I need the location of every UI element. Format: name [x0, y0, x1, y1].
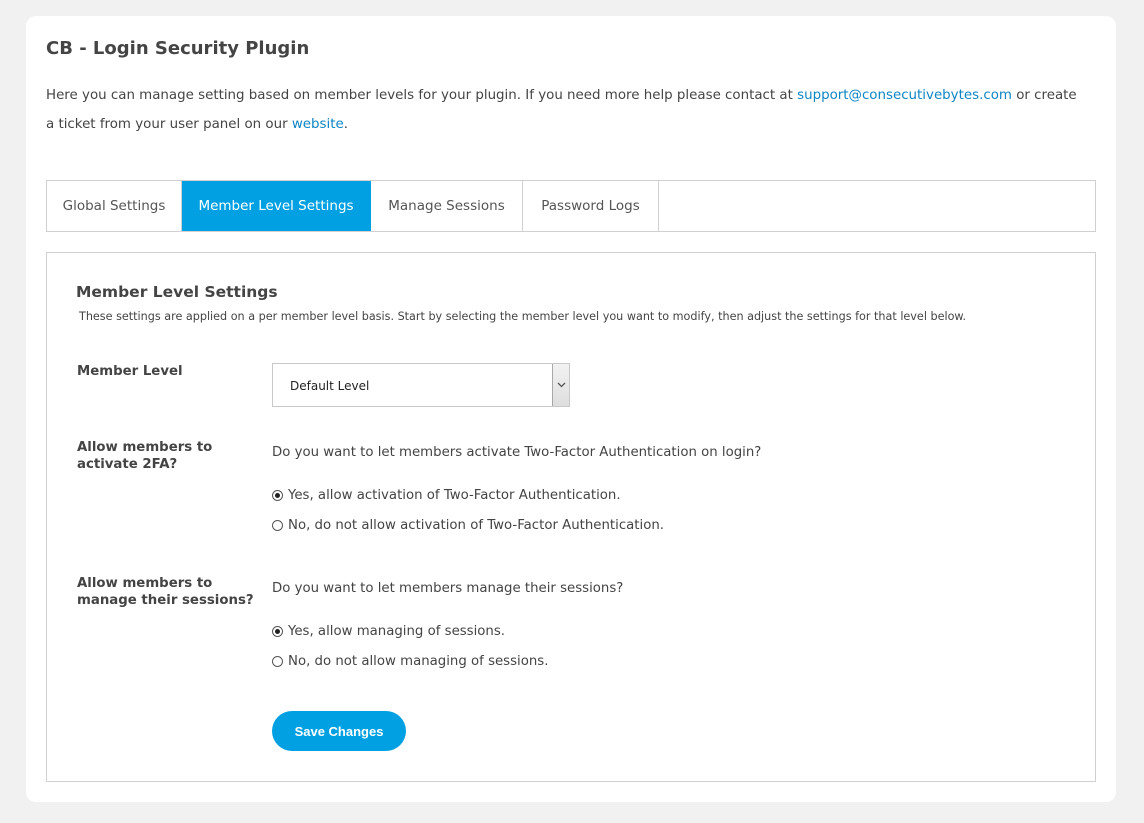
- tab-member-level-settings[interactable]: Member Level Settings: [182, 181, 371, 231]
- member-level-label: Member Level: [77, 364, 183, 379]
- twofa-option-yes[interactable]: [272, 488, 621, 503]
- panel-title: Member Level Settings: [76, 283, 278, 301]
- intro-text-part2: or create a ticket from your user panel on our: [46, 88, 1077, 132]
- sessions-option-no[interactable]: [272, 654, 548, 669]
- intro-text-part1: Here you can manage setting based on member levels for your plugin. If you need more help please contact at: [46, 88, 798, 103]
- sessions-question: Do you want to let members manage their sessions?: [272, 581, 624, 596]
- sessions-option-yes[interactable]: [272, 624, 505, 639]
- page-title: CB - Login Security Plugin: [46, 38, 310, 59]
- twofa-label: [77, 439, 212, 473]
- sessions-label: [77, 575, 254, 609]
- settings-card: [26, 16, 1116, 802]
- tab-bar: [46, 180, 1096, 232]
- save-changes-button[interactable]: Save Changes: [272, 711, 406, 751]
- sessions-no-label: No, do not allow managing of sessions.: [288, 654, 549, 669]
- twofa-label-line1: Allow members to: [77, 440, 213, 455]
- member-level-selected-value: Default Level: [290, 379, 370, 393]
- twofa-label-line2: activate 2FA?: [77, 457, 178, 472]
- twofa-yes-label: Yes, allow activation of Two-Factor Authentication.: [288, 488, 621, 503]
- sessions-yes-label: Yes, allow managing of sessions.: [288, 624, 506, 639]
- twofa-option-no[interactable]: [272, 518, 664, 533]
- twofa-yes-radio[interactable]: [272, 490, 283, 501]
- twofa-question: Do you want to let members activate Two-Factor Authentication on login?: [272, 445, 762, 460]
- intro-text: [46, 82, 1086, 139]
- twofa-no-radio[interactable]: [272, 520, 283, 531]
- twofa-no-label: No, do not allow activation of Two-Factor Authentication.: [288, 518, 664, 533]
- website-link[interactable]: website: [291, 116, 344, 132]
- tab-manage-sessions[interactable]: Manage Sessions: [371, 181, 523, 231]
- member-level-select[interactable]: [272, 363, 570, 407]
- support-email-link[interactable]: support@consecutivebytes.com: [797, 88, 1012, 103]
- tab-global-settings[interactable]: Global Settings: [47, 181, 182, 231]
- chevron-down-icon[interactable]: [552, 364, 569, 406]
- panel-description: These settings are applied on a per member level basis. Start by selecting the member level you want to modify, then adjust the settings for that level below.: [79, 310, 967, 323]
- sessions-label-line2: manage their sessions?: [77, 593, 254, 608]
- intro-text-part3: .: [343, 116, 349, 132]
- tab-password-logs[interactable]: Password Logs: [523, 181, 659, 231]
- sessions-no-radio[interactable]: [272, 656, 283, 667]
- sessions-yes-radio[interactable]: [272, 626, 283, 637]
- sessions-label-line1: Allow members to: [77, 576, 213, 591]
- member-level-settings-panel: [46, 252, 1096, 782]
